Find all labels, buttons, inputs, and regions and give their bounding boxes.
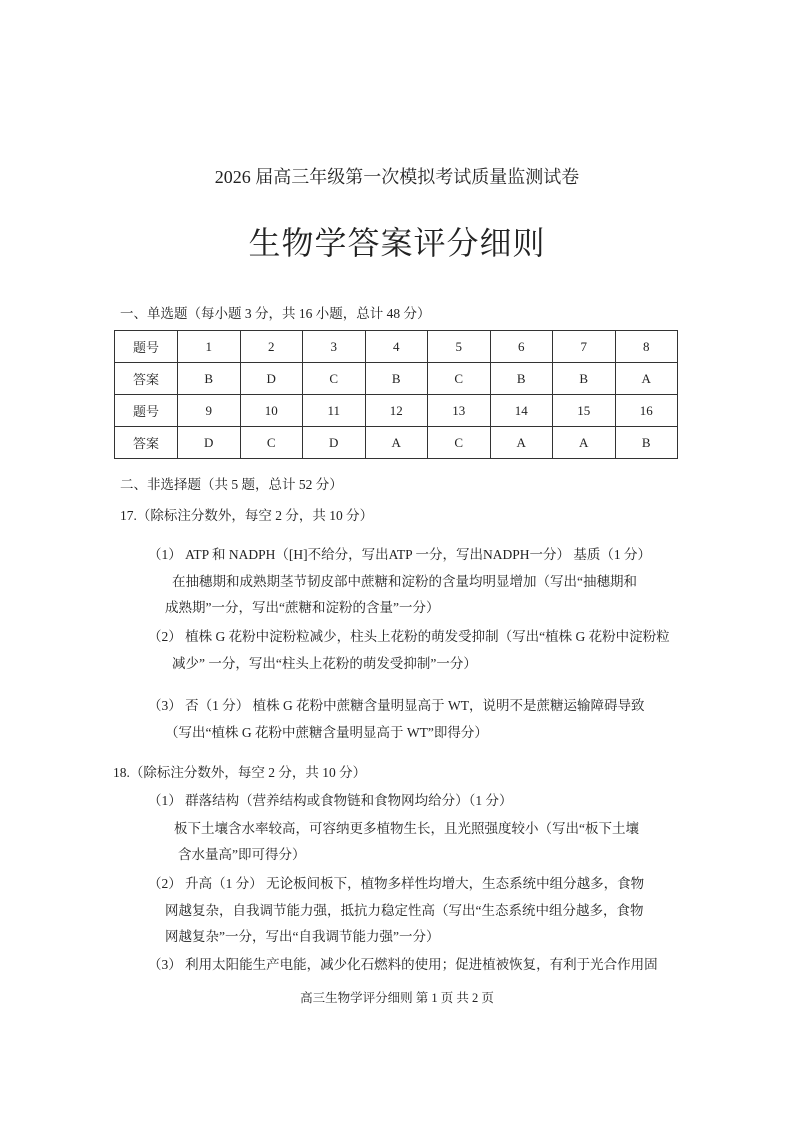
row-label: 答案 [115, 427, 178, 459]
table-cell: 8 [615, 331, 678, 363]
row-label: 题号 [115, 395, 178, 427]
q17-answer-line: （1） ATP 和 NADPH（[H]不给分，写出ATP 一分，写出NADPH一分） 基质（1 分） [148, 547, 652, 562]
table-cell: 11 [303, 395, 366, 427]
table-row [115, 395, 678, 427]
row-label: 答案 [115, 363, 178, 395]
q18-answer-line: 含水量高”即可得分） [178, 847, 306, 862]
table-cell: 5 [428, 331, 491, 363]
section2-heading: 二、非选择题（共 5 题，总计 52 分） [120, 477, 343, 492]
table-cell: A [490, 427, 553, 459]
table-cell: B [553, 363, 616, 395]
q18-answer-line: （1） 群落结构（营养结构或食物链和食物网均给分）（1 分） [148, 793, 513, 808]
document-title: 生物学答案评分细则 [248, 225, 546, 261]
q17-answer-line: （3） 否（1 分） 植株 G 花粉中蔗糖含量明显高于 WT，说明不是蔗糖运输障碍导致 [148, 698, 645, 713]
table-cell: 16 [615, 395, 678, 427]
table-cell: 1 [178, 331, 241, 363]
table-cell: B [615, 427, 678, 459]
table-cell: 4 [365, 331, 428, 363]
q18-heading: 18.（除标注分数外，每空 2 分，共 10 分） [113, 765, 367, 780]
q18-answer-line: 网越复杂”一分，写出“自我调节能力强”一分） [165, 929, 440, 944]
table-cell: 10 [240, 395, 303, 427]
answer-table [114, 330, 678, 459]
q17-answer-line: （写出“植株 G 花粉中蔗糖含量明显高于 WT”即得分） [165, 725, 488, 740]
table-cell: D [240, 363, 303, 395]
table-cell: A [615, 363, 678, 395]
q17-answer-line: 减少” 一分，写出“柱头上花粉的萌发受抑制”一分） [172, 656, 477, 671]
table-cell: A [553, 427, 616, 459]
table-cell: C [240, 427, 303, 459]
table-cell: 6 [490, 331, 553, 363]
table-cell: 13 [428, 395, 491, 427]
page-footer: 高三生物学评分细则 第 1 页 共 2 页 [300, 991, 494, 1005]
table-cell: B [365, 363, 428, 395]
table-row [115, 331, 678, 363]
section1-heading: 一、单选题（每小题 3 分，共 16 小题，总计 48 分） [120, 306, 431, 321]
q17-answer-line: 成熟期”一分，写出“蔗糖和淀粉的含量”一分） [165, 600, 440, 615]
exam-subtitle: 2026 届高三年级第一次模拟考试质量监测试卷 [214, 167, 580, 187]
row-label: 题号 [115, 331, 178, 363]
q17-heading: 17.（除标注分数外，每空 2 分，共 10 分） [120, 508, 374, 523]
table-cell: D [178, 427, 241, 459]
table-row [115, 427, 678, 459]
table-cell: 9 [178, 395, 241, 427]
q18-answer-line: 板下土壤含水率较高，可容纳更多植物生长，且光照强度较小（写出“板下土壤 [174, 821, 639, 836]
table-cell: 2 [240, 331, 303, 363]
table-cell: B [490, 363, 553, 395]
table-cell: A [365, 427, 428, 459]
table-cell: C [428, 427, 491, 459]
table-cell: 15 [553, 395, 616, 427]
q18-answer-line: 网越复杂，自我调节能力强，抵抗力稳定性高（写出“生态系统中组分越多，食物 [165, 903, 644, 918]
q17-answer-line: 在抽穗期和成熟期茎节韧皮部中蔗糖和淀粉的含量均明显增加（写出“抽穗期和 [172, 574, 637, 589]
table-cell: 14 [490, 395, 553, 427]
table-cell: C [428, 363, 491, 395]
table-cell: 7 [553, 331, 616, 363]
q17-answer-line: （2） 植株 G 花粉中淀粉粒减少，柱头上花粉的萌发受抑制（写出“植株 G 花粉中淀粉粒 [148, 629, 670, 644]
table-cell: 3 [303, 331, 366, 363]
table-row [115, 363, 678, 395]
table-cell: D [303, 427, 366, 459]
table-cell: C [303, 363, 366, 395]
table-cell: 12 [365, 395, 428, 427]
q18-answer-line: （3） 利用太阳能生产电能，减少化石燃料的使用；促进植被恢复，有利于光合作用固 [148, 957, 658, 972]
table-cell: B [178, 363, 241, 395]
q18-answer-line: （2） 升高（1 分） 无论板间板下，植物多样性均增大，生态系统中组分越多，食物 [148, 876, 645, 891]
